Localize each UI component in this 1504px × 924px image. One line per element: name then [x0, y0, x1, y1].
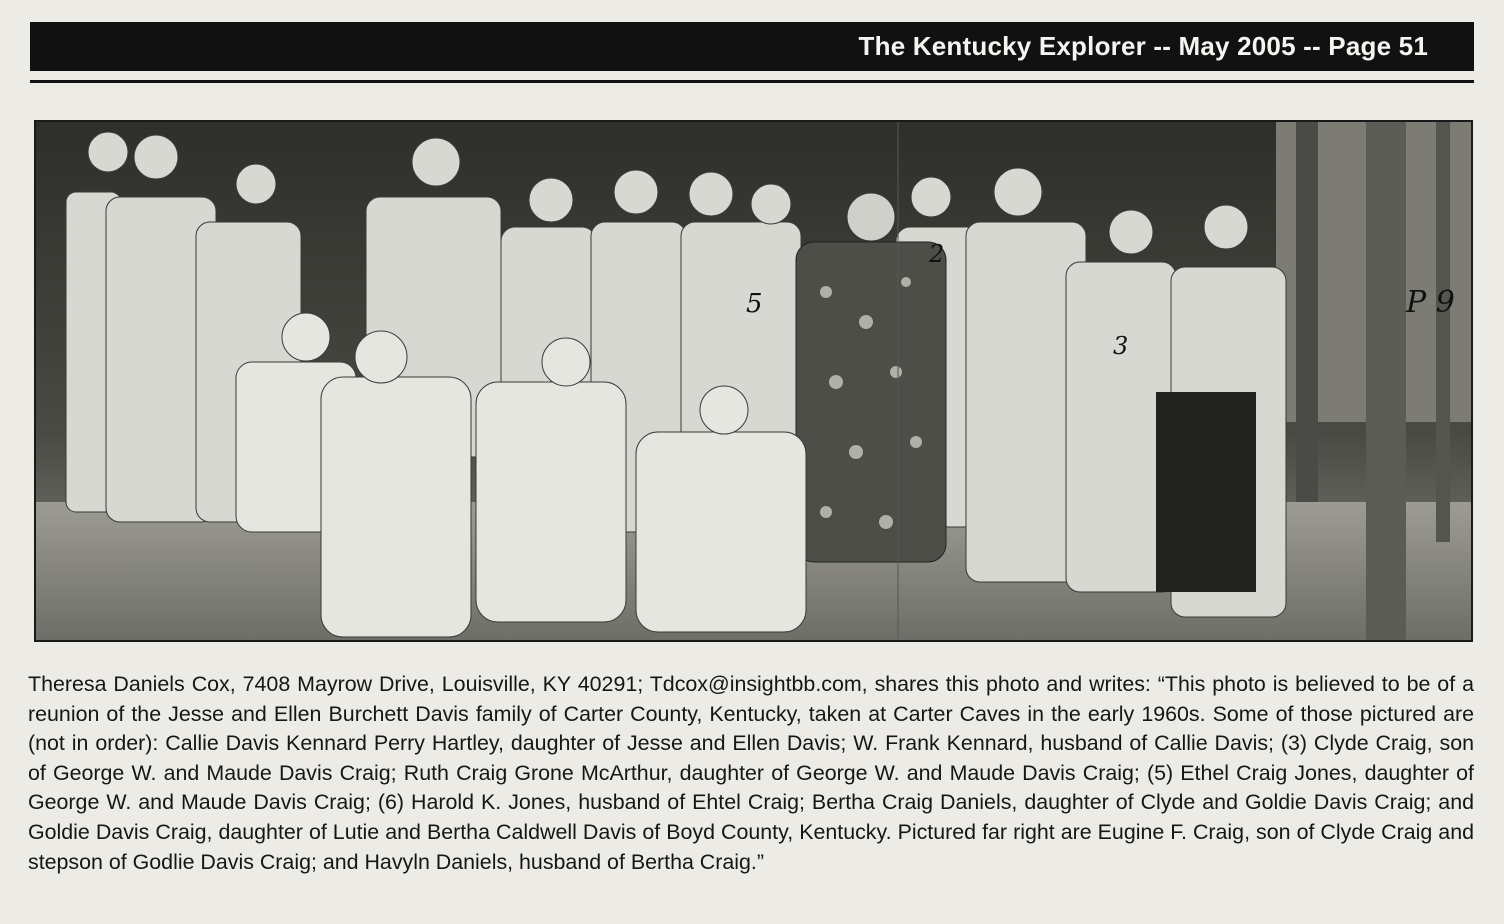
header-rule	[30, 80, 1474, 83]
handwritten-mark-p9: P 9	[1406, 285, 1455, 320]
page-header-title: The Kentucky Explorer -- May 2005 -- Page 51	[858, 31, 1428, 61]
page-header-bar	[30, 22, 1474, 71]
handwritten-mark-3: 3	[1113, 332, 1129, 360]
reunion-photo-graphic	[36, 122, 1471, 640]
reunion-photo	[34, 120, 1473, 642]
photo-caption: Theresa Daniels Cox, 7408 Mayrow Drive, Louisville, KY 40291; Tdcox@insightbb.com, shares this photo and writes: “This photo is believed to be of a reunion of the Jesse and Ellen Burchett Davis family of Carter County, Kentucky, taken at Carter Caves in the early 1960s. Some of those pictured are (not in order): Callie Davis Kennard Perry Hartley, daughter of Jesse and Ellen Davis; W. Frank Kennard, husband of Callie Davis; (3) Clyde Craig, son of George W. and Maude Davis Craig; Ruth Craig Grone McArthur, daughter of George W. and Maude Davis Craig; (5) Ethel Craig Jones, daughter of George W. and Maude Davis Craig; (6) Harold K. Jones, husband of Ehtel Craig; Bertha Craig Daniels, daughter of Clyde and Goldie Davis Craig; and Goldie Davis Craig, daughter of Lutie and Bertha Caldwell Davis of Boyd County, Kentucky. Pictured far right are Eugine F. Craig, son of Clyde Craig and stepson of Godlie Davis Craig; and Havyln Daniels, husband of Bertha Craig.”	[28, 672, 1474, 874]
handwritten-mark-5: 5	[746, 289, 763, 319]
handwritten-mark-2: 2	[929, 240, 945, 268]
